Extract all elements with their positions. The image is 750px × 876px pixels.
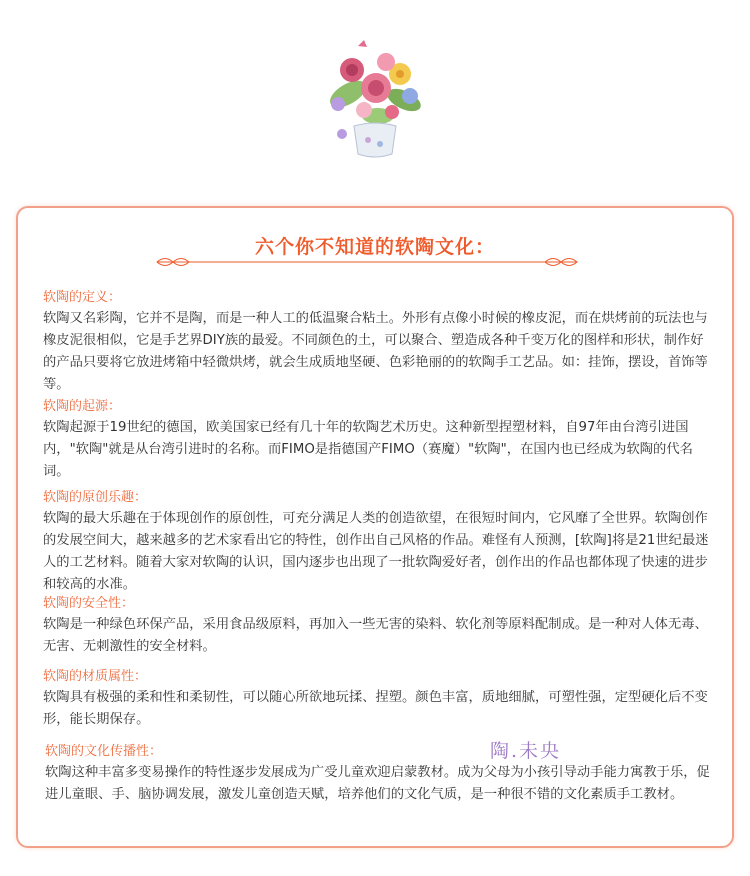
section-body: 软陶起源于19世纪的德国，欧美国家已经有几十年的软陶艺术历史。这种新型捏塑材料，自97年由台湾引进国内，"软陶"就是从台湾引进时的名称。而FIMO是指德国产FIMO（赛魔）"软陶"，在国内也已经成为软陶的代名词。 bbox=[43, 420, 693, 479]
section-body: 软陶具有极强的柔和性和柔韧性，可以随心所欲地玩揉、捏塑。颜色丰富，质地细腻，可塑性强，定型硬化后不变形，能长期保存。 bbox=[43, 690, 708, 727]
section-title: 软陶的原创乐趣： bbox=[43, 490, 148, 505]
card-title: 六个你不知道的软陶文化： bbox=[254, 236, 495, 258]
section-safety bbox=[43, 594, 715, 658]
section-title: 软陶的安全性： bbox=[43, 596, 135, 611]
section-origin bbox=[43, 397, 715, 483]
section-culture bbox=[45, 742, 717, 806]
section-body: 软陶又名彩陶，它并不是陶，而是一种人工的低温聚合粘土。外形有点像小时候的橡皮泥，而在烘烤前的玩法也与橡皮泥很相似，它是手艺界DIY族的最爱。不同颜色的土，可以聚合、塑造成各种千变万化的图样和形状，制作好的产品只要将它放进烤箱中轻微烘烤，就会生成质地坚硬、色彩艳丽的的软陶手工艺品。如：挂饰，摆设，首饰等等。 bbox=[43, 311, 708, 392]
watermark-signature: 陶.未央 bbox=[490, 740, 562, 762]
section-title: 软陶的文化传播性： bbox=[45, 744, 163, 759]
section-title: 软陶的定义： bbox=[43, 290, 122, 305]
divider-ornament bbox=[151, 255, 583, 269]
section-body: 软陶是一种绿色环保产品，采用食品级原料，再加入一些无害的染料、软化剂等原料配制成。是一种对人体无毒、无害、无刺激性的安全材料。 bbox=[43, 617, 708, 654]
culture-card bbox=[16, 206, 734, 848]
flower-bouquet-illustration bbox=[318, 30, 432, 162]
section-definition bbox=[43, 288, 715, 396]
section-title: 软陶的起源： bbox=[43, 399, 122, 414]
section-body: 软陶这种丰富多变易操作的特性逐步发展成为广受儿童欢迎启蒙教材。成为父母为小孩引导动手能力寓教于乐，促进儿童眼、手、脑协调发展，激发儿童创造天赋，培养他们的文化气质，是一种很不错的文化素质手工教材。 bbox=[45, 765, 710, 802]
section-title: 软陶的材质属性： bbox=[43, 669, 148, 684]
section-material bbox=[43, 667, 715, 731]
section-fun bbox=[43, 488, 715, 596]
section-body: 软陶的最大乐趣在于体现创作的原创性，可充分满足人类的创造欲望，在很短时间内，它风靡了全世界。软陶创作的发展空间大，越来越多的艺术家看出它的特性，创作出自己风格的作品。难怪有人预测，[软陶]将是21世纪最迷人的工艺材料。随着大家对软陶的认识，国内逐步也出现了一批软陶爱好者，创作出的作品也都体现了快速的进步和较高的水准。 bbox=[43, 511, 709, 592]
